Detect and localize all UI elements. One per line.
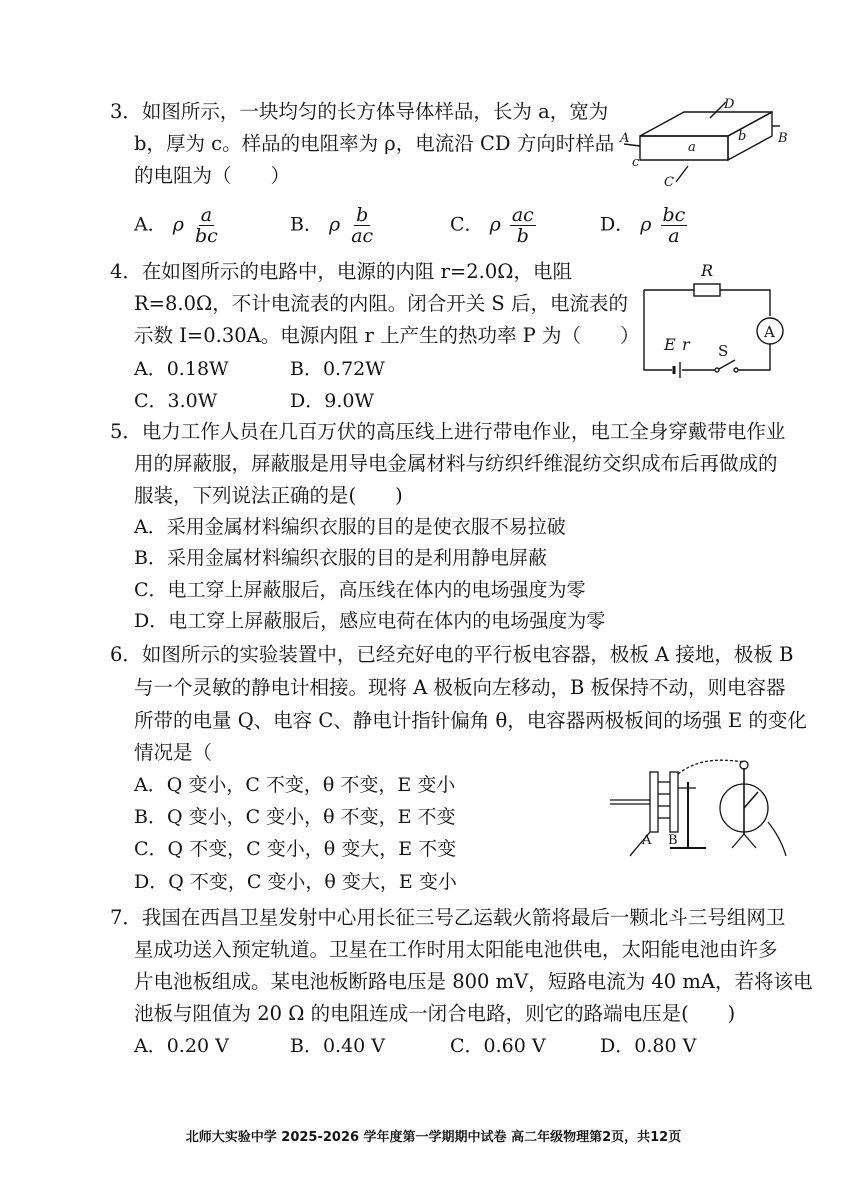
q6-capacitor-figure: [606, 752, 796, 864]
page-footer: 北师大实验中学 2025-2026 学年度第一学期期中试卷 高二年级物理第2页，共12页: [185, 1130, 682, 1145]
q6-option-c: C．Q 不变，C 变小，θ 变大，E 不变: [134, 838, 457, 860]
q3-option-d-denominator: a: [668, 225, 680, 247]
q7-option-b: B．0.40 V: [290, 1035, 386, 1057]
electrometer-knob: [740, 761, 748, 769]
q4-circuit-figure: [636, 258, 796, 386]
q7-line-1: 7．我国在西昌卫星发射中心用长征三号乙运载火箭将最后一颗北斗三号组网卫: [110, 906, 786, 929]
q6-line-1: 6．如图所示的实验装置中，已经充好电的平行板电容器，极板 A 接地，极板 B: [110, 643, 794, 666]
q3-option-c-rho: ρ: [489, 213, 501, 236]
q4-line-2: R=8.0Ω，不计电流表的内阻。闭合开关 S 后，电流表的: [134, 292, 628, 315]
q6-line-3: 所带的电量 Q、电容 C、静电计指针偏角 θ，电容器两极板间的场强 E 的变化: [134, 709, 807, 732]
q3-option-d-fraction: [661, 205, 688, 246]
q3-option-a: [134, 205, 220, 246]
wire-right-bottom: [738, 344, 770, 370]
electrometer-leg-right: [744, 834, 756, 848]
q5-option-b: B．采用金属材料编织衣服的目的是利用静电屏蔽: [134, 547, 547, 569]
q7-option-a: A．0.20 V: [134, 1035, 229, 1057]
circuit-label-internal-r: r: [682, 335, 690, 354]
q3-option-c-numerator: ac: [511, 204, 534, 226]
electrometer-needle: [744, 792, 758, 808]
q5-line-1: 5．电力工作人员在几百万伏的高压线上进行带电作业，电工全身穿戴带电作业: [110, 420, 786, 443]
switch-blade: [719, 360, 735, 369]
electrometer-leg-left: [732, 834, 744, 848]
q6-line-4: 情况是（: [134, 741, 213, 764]
q7-line-2: 星成功送入预定轨道。卫星在工作时用太阳能电池供电，太阳能电池由许多: [134, 938, 778, 961]
q3-line-1: 3．如图所示，一块均匀的长方体导体样品，长为 a，宽为: [110, 100, 609, 123]
q3-option-a-rho: ρ: [172, 213, 184, 236]
switch-contact-left: [715, 368, 719, 372]
q6-line-2: 与一个灵敏的静电计相接。现将 A 极板向左移动，B 板保持不动，则电容器: [134, 676, 786, 699]
q7-line-4: 池板与阻值为 20 Ω 的电阻连成一闭合电路，则它的路端电压是( ): [134, 1002, 736, 1025]
plate-a-label: A: [642, 833, 652, 848]
q3-option-c-label: C．: [450, 213, 484, 236]
q3-option-b-label: B．: [290, 213, 323, 236]
q5-line-3: 服装，下列说法正确的是( ): [134, 484, 403, 507]
slab-label-length: a: [688, 140, 696, 155]
q6-option-d: D．Q 不变，C 变小，θ 变大，E 变小: [134, 871, 457, 893]
circuit-label-e: E: [664, 335, 676, 354]
slab-c-leader: [676, 166, 688, 182]
q3-option-d-rho: ρ: [640, 213, 652, 236]
q3-option-a-numerator: a: [200, 204, 213, 226]
q5-option-c: C．电工穿上屏蔽服后，高压线在体内的电场强度为零: [134, 579, 586, 601]
q3-option-d: [600, 205, 687, 246]
q3-option-c-fraction: [510, 205, 536, 246]
q3-option-d-label: D．: [600, 213, 635, 236]
q4-line-3: 示数 I=0.30A。电源内阻 r 上产生的热功率 P 为（ ）: [134, 324, 640, 347]
wire-left: [644, 290, 672, 370]
q4-option-d: D．9.0W: [290, 390, 374, 412]
switch-contact-right: [734, 368, 738, 372]
plate-a: [650, 772, 658, 832]
q3-option-b-denominator: ac: [351, 225, 374, 247]
q3-option-b-fraction: [349, 205, 375, 246]
ammeter-label: A: [764, 323, 775, 341]
q3-slab-figure: [612, 96, 790, 190]
q3-option-b-numerator: b: [356, 204, 369, 226]
connecting-wire: [678, 760, 744, 774]
q3-option-a-label: A．: [134, 213, 167, 236]
q4-line-1: 4．在如图所示的电路中，电源的内阻 r=2.0Ω，电阻: [110, 260, 572, 283]
q3-option-c-denominator: b: [516, 225, 529, 247]
slab-label-thickness: c: [632, 155, 640, 170]
q4-option-c: C．3.0W: [134, 390, 218, 412]
slab-label-a-point: A: [620, 131, 630, 146]
slab-side-face: [728, 112, 772, 160]
ground-wire-electrometer: [768, 822, 786, 856]
wire-top-right: [720, 290, 770, 316]
q3-option-b: [290, 205, 375, 246]
q7-option-c: C．0.60 V: [450, 1035, 546, 1057]
q5-option-d: D．电工穿上屏蔽服后，感应电荷在体内的电场强度为零: [134, 610, 606, 632]
q3-option-d-numerator: bc: [662, 204, 686, 226]
slab-label-c-point: C: [664, 175, 674, 190]
q4-option-a: A．0.18W: [134, 358, 229, 380]
switch-label: S: [718, 342, 729, 360]
resistor-r: [694, 284, 720, 296]
q3-line-2: b，厚为 c。样品的电阻率为 ρ，电流沿 CD 方向时样品: [134, 132, 615, 155]
q7-option-d: D．0.80 V: [600, 1035, 697, 1057]
q4-option-b: B．0.72W: [290, 358, 385, 380]
slab-label-width: b: [738, 129, 747, 144]
q3-option-b-rho: ρ: [329, 213, 341, 236]
slab-label-d: D: [724, 97, 735, 112]
slab-label-b-point: B: [778, 131, 788, 146]
plate-b-label: B: [668, 833, 678, 848]
circuit-label-r: R: [701, 261, 714, 280]
q3-line-3: 的电阻为（ ）: [134, 164, 291, 187]
q6-option-a: A．Q 变小，C 不变，θ 不变，E 变小: [134, 774, 456, 796]
q3-option-c: [450, 205, 536, 246]
plate-b: [670, 772, 678, 832]
q6-option-b: B．Q 变小，C 变小，θ 不变，E 不变: [134, 806, 456, 828]
q3-option-a-fraction: [193, 205, 220, 246]
slab-front-face: [640, 136, 728, 160]
q7-line-3: 片电池板组成。某电池板断路电压是 800 mV，短路电流为 40 mA，若将该电: [134, 970, 813, 993]
q5-option-a: A．采用金属材料编织衣服的目的是使衣服不易拉破: [134, 516, 566, 538]
q3-option-a-denominator: bc: [195, 225, 218, 247]
q5-line-2: 用的屏蔽服，屏蔽服是用导电金属材料与纺织纤维混纺交织成布后再做成的: [134, 452, 778, 475]
slab-top-face: [640, 112, 772, 136]
